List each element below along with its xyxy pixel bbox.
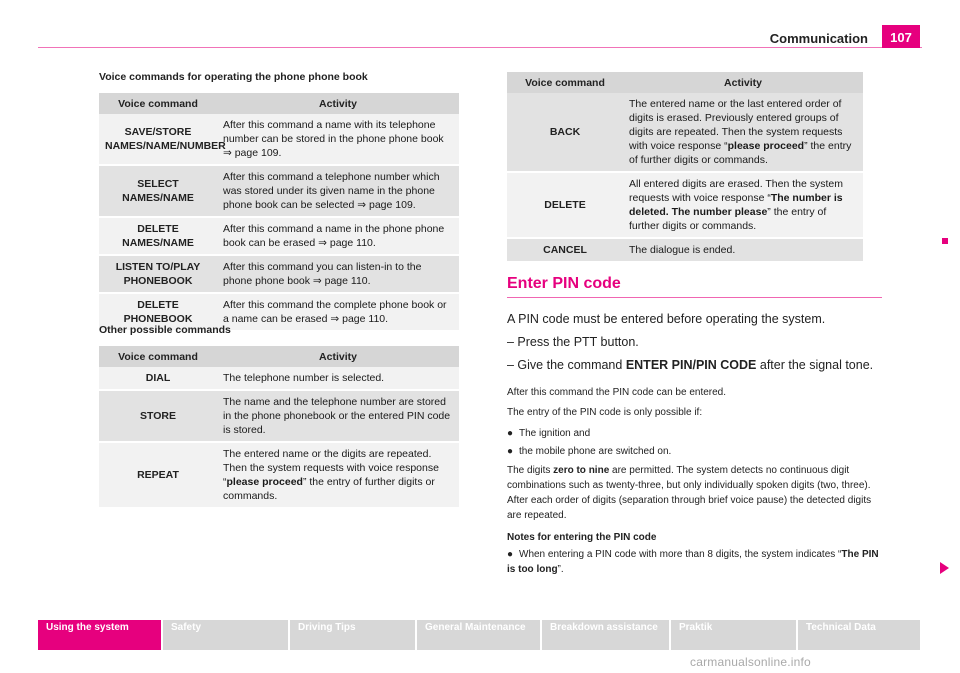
bullet-icon: ● [507, 428, 514, 439]
pin-step-2: – Give the command ENTER PIN/PIN CODE after the signal tone. [507, 358, 874, 372]
activity-cell: After this command a telephone number which was stored under its given name in the phone phone book can be selected ⇒ page 109. [217, 165, 459, 217]
table-row [99, 217, 459, 255]
page-number: 107 [882, 25, 920, 48]
activity-cell: The entered name or the digits are repeated. Then the system requests with voice response “please proceed” the entry of further digits or commands. [217, 442, 459, 507]
column-header-command: Voice command [99, 346, 217, 367]
bullet-icon: ● [507, 549, 514, 560]
activity-cell: The telephone number is selected. [217, 367, 459, 390]
table-row [507, 93, 863, 172]
bullet-item: ● the mobile phone are switched on. [507, 446, 672, 457]
continue-arrow-icon[interactable] [940, 562, 949, 574]
other-commands-table [99, 346, 459, 507]
command-cell: SELECT NAMES/NAME [99, 165, 217, 217]
other-caption: Other possible commands [99, 324, 231, 336]
command-cell: DELETE NAMES/NAME [99, 217, 217, 255]
activity-cell: After this command a name in the phone phone book can be erased ⇒ page 110. [217, 217, 459, 255]
phonebook-table [99, 93, 459, 330]
table-row [99, 114, 459, 165]
tab-safety[interactable]: Safety [163, 620, 288, 650]
command-cell: BACK [507, 93, 623, 172]
command-cell: CANCEL [507, 238, 623, 261]
bullet-icon: ● [507, 446, 514, 457]
table-row [99, 442, 459, 507]
command-cell: DELETE PHONEBOOK [99, 293, 217, 330]
section-title: Communication [769, 31, 868, 46]
command-cell: SAVE/STORE NAMES/NAME/NUMBER [99, 114, 217, 165]
table-row [99, 165, 459, 217]
pin-only-if: The entry of the PIN code is only possible if: [507, 407, 703, 418]
command-cell: STORE [99, 390, 217, 442]
command-cell: DIAL [99, 367, 217, 390]
pin-step-1: – Press the PTT button. [507, 335, 639, 349]
section-end-marker [942, 238, 948, 244]
pin-after: After this command the PIN code can be entered. [507, 387, 727, 398]
section-heading: Enter PIN code [507, 275, 621, 292]
command-cell: LISTEN TO/PLAY PHONEBOOK [99, 255, 217, 293]
activity-cell: The name and the telephone number are stored in the phone phonebook or the entered PIN code is stored. [217, 390, 459, 442]
activity-cell: After this command you can listen-in to the phone phone book ⇒ page 110. [217, 255, 459, 293]
tab-technical-data[interactable]: Technical Data [798, 620, 920, 650]
activity-cell: After this command the complete phone book or a name can be erased ⇒ page 110. [217, 293, 459, 330]
table-row [99, 367, 459, 390]
column-header-activity: Activity [217, 93, 459, 114]
footer-nav [38, 620, 920, 650]
tab-using-the-system[interactable]: Using the system [38, 620, 161, 650]
tab-breakdown-assistance[interactable]: Breakdown assistance [542, 620, 669, 650]
phonebook-caption: Voice commands for operating the phone phone book [99, 71, 368, 83]
column-header-activity: Activity [623, 72, 863, 93]
table-row [507, 172, 863, 238]
tab-praktik[interactable]: Praktik [671, 620, 796, 650]
column-header-command: Voice command [507, 72, 623, 93]
notes-title: Notes for entering the PIN code [507, 532, 657, 543]
activity-cell: The entered name or the last entered order of digits is erased. Previously entered groups of digits are repeated. Then the system requests with voice response “please proceed” the entry of further digits or commands. [623, 93, 863, 172]
pin-intro: A PIN code must be entered before operating the system. [507, 312, 826, 326]
table-row [99, 255, 459, 293]
continued-commands-table [507, 72, 863, 261]
column-header-activity: Activity [217, 346, 459, 367]
header-rule [38, 47, 922, 48]
activity-cell: The dialogue is ended. [623, 238, 863, 261]
command-cell: REPEAT [99, 442, 217, 507]
bullet-item: ● The ignition and [507, 428, 591, 439]
activity-cell: All entered digits are erased. Then the system requests with voice response “The number is deleted. The number please” the entry of further digits or commands. [623, 172, 863, 238]
table-row [507, 238, 863, 261]
tab-general-maintenance[interactable]: General Maintenance [417, 620, 540, 650]
bullet-item: ● When entering a PIN code with more than 8 digits, the system indicates “The PIN is too long”. [507, 549, 879, 575]
pin-digits-paragraph: The digits zero to nine are permitted. The system detects no continuous digit combinations such as twenty-three, but only individually spoken digits (two, three). After each order of digits (separation through brief voice pause) the detected digits are repeated. [507, 465, 872, 521]
watermark: carmanualsonline.info [690, 655, 811, 669]
column-header-command: Voice command [99, 93, 217, 114]
activity-cell: After this command a name with its telephone number can be stored in the phone phone book ⇒ page 109. [217, 114, 459, 165]
heading-rule [507, 297, 882, 298]
page-header [0, 0, 960, 50]
command-cell: DELETE [507, 172, 623, 238]
tab-driving-tips[interactable]: Driving Tips [290, 620, 415, 650]
table-row [99, 390, 459, 442]
